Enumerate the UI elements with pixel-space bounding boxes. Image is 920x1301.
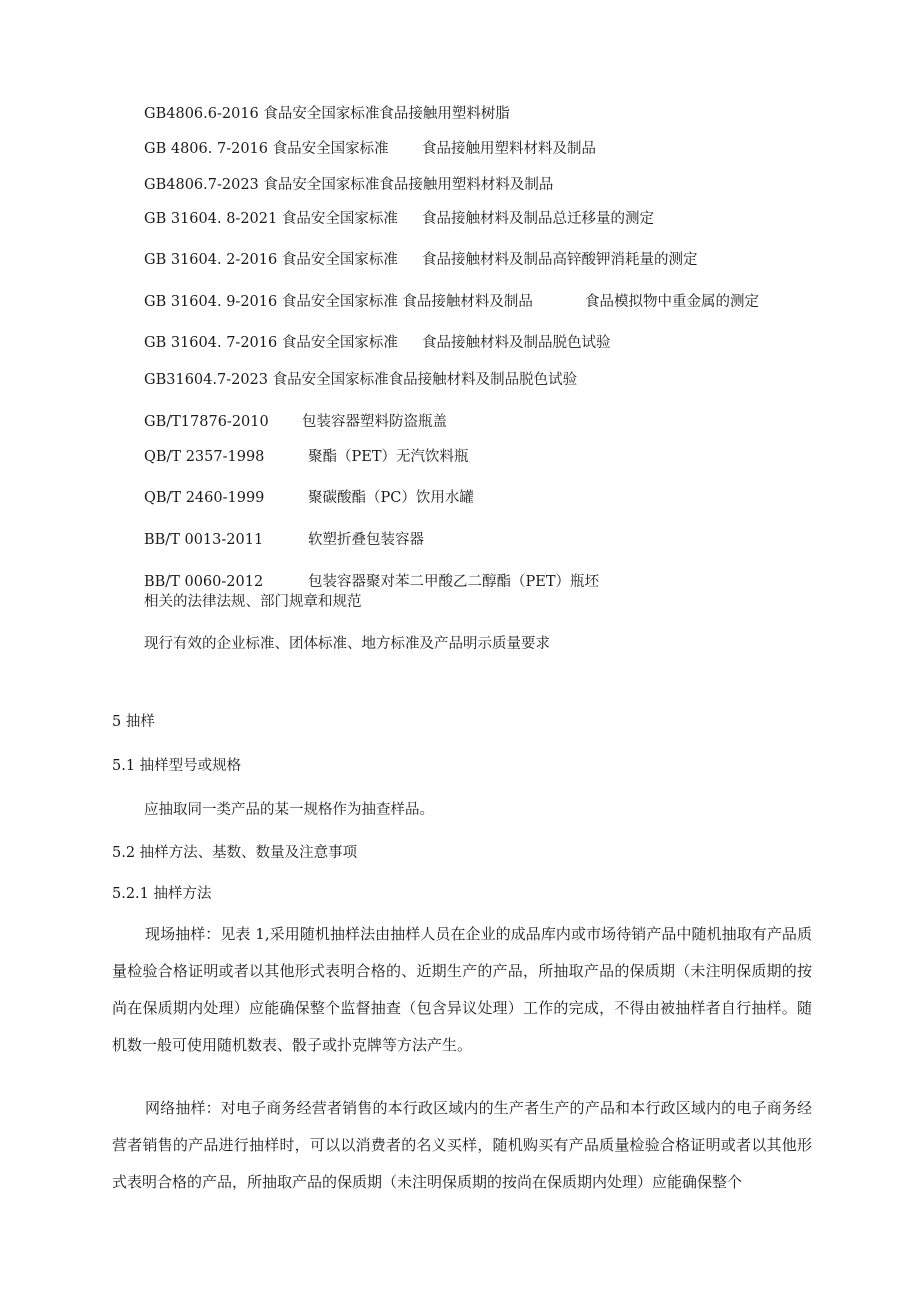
- section-heading-5-2-1: 5.2.1 抽样方法: [112, 886, 212, 902]
- standard-title: 食品接触用塑料材料及制品: [422, 141, 596, 157]
- standard-line: [144, 250, 698, 270]
- standard-line: [144, 370, 577, 390]
- standard-line: [144, 209, 654, 229]
- standard-title: 软塑折叠包装容器: [308, 532, 424, 548]
- standard-line: [144, 488, 474, 508]
- section-heading-5-1: 5.1 抽样型号或规格: [112, 758, 242, 774]
- standard-line: [144, 175, 553, 195]
- standard-line: [144, 333, 611, 353]
- standard-title: 包装容器塑料防盗瓶盖: [302, 414, 447, 430]
- standard-code: GB4806.7-2023 食品安全国家标准食品接触用塑料材料及制品: [144, 177, 554, 193]
- paragraph-text: 网络抽样：对电子商务经营者销售的本行政区域内的生产者生产的产品和本行政区域内的电子商务经营者销售的产品进行抽样时，可以以消费者的名义买样，随机购买有产品质量检验合格证明或者以其他形式表明合格的产品，所抽取产品的保质期（未注明保质期的按尚在保质期内处理）应能确保整个: [112, 1099, 812, 1191]
- standard-line: [144, 572, 600, 592]
- standard-line: [144, 447, 469, 467]
- standard-title: 包装容器聚对苯二甲酸乙二醇酯（PET）瓶坯: [308, 574, 600, 590]
- section-5-1-text: 应抽取同一类产品的某一规格作为抽查样品。: [144, 802, 434, 818]
- paragraph-online-sampling: [112, 1090, 812, 1201]
- standard-line: [144, 104, 510, 124]
- standard-code: GB 31604. 7-2016 食品安全国家标准: [144, 335, 398, 351]
- standard-code: GB 31604. 9-2016 食品安全国家标准 食品接触材料及制品: [144, 294, 533, 310]
- standard-code: GB 31604. 2-2016 食品安全国家标准: [144, 252, 398, 268]
- standard-title: 食品接触材料及制品脱色试验: [422, 335, 611, 351]
- standard-code: GB4806.6-2016 食品安全国家标准食品接触用塑料树脂: [144, 106, 510, 122]
- standard-code: GB 4806. 7-2016 食品安全国家标准: [144, 141, 389, 157]
- reference-line: [144, 592, 362, 612]
- standard-title: 聚碳酸酯（PC）饮用水罐: [308, 490, 474, 506]
- paragraph-text: 现场抽样：见表 1,采用随机抽样法由抽样人员在企业的成品库内或市场待销产品中随机抽取有产品质量检验合格证明或者以其他形式表明合格的、近期生产的产品，所抽取产品的保质期（未注明保质期的按尚在保质期内处理）应能确保整个监督抽查（包含异议处理）工作的完成，不得由被抽样者自行抽样。随机数一般可使用随机数表、骰子或扑克牌等方法产生。: [112, 925, 812, 1054]
- reference-text: 现行有效的企业标准、团体标准、地方标准及产品明示质量要求: [144, 636, 550, 652]
- standard-title: 聚酯（PET）无汽饮料瓶: [308, 449, 469, 465]
- standard-line: [144, 530, 424, 550]
- standard-code: GB31604.7-2023 食品安全国家标准食品接触材料及制品脱色试验: [144, 372, 578, 388]
- standard-title: 食品接触材料及制品总迁移量的测定: [422, 211, 654, 227]
- standard-title: 食品模拟物中重金属的测定: [585, 294, 759, 310]
- standard-code: BB/T 0013-2011: [144, 532, 264, 548]
- standard-line: [144, 292, 759, 312]
- standard-line: [144, 139, 596, 159]
- paragraph-onsite-sampling: [112, 916, 812, 1064]
- standard-title: 食品接触材料及制品高锌酸钾消耗量的测定: [422, 252, 698, 268]
- standard-code: GB 31604. 8-2021 食品安全国家标准: [144, 211, 398, 227]
- standard-line: [144, 412, 447, 432]
- standard-code: GB/T17876-2010: [144, 414, 269, 430]
- standard-code: BB/T 0060-2012: [144, 574, 264, 590]
- reference-text: 相关的法律法规、部门规章和规范: [144, 594, 362, 610]
- section-heading-5: 5 抽样: [112, 714, 155, 730]
- standard-code: QB/T 2460-1999: [144, 490, 265, 506]
- section-heading-5-2: 5.2 抽样方法、基数、数量及注意事项: [112, 845, 358, 861]
- standard-code: QB/T 2357-1998: [144, 449, 265, 465]
- reference-line: [144, 634, 550, 654]
